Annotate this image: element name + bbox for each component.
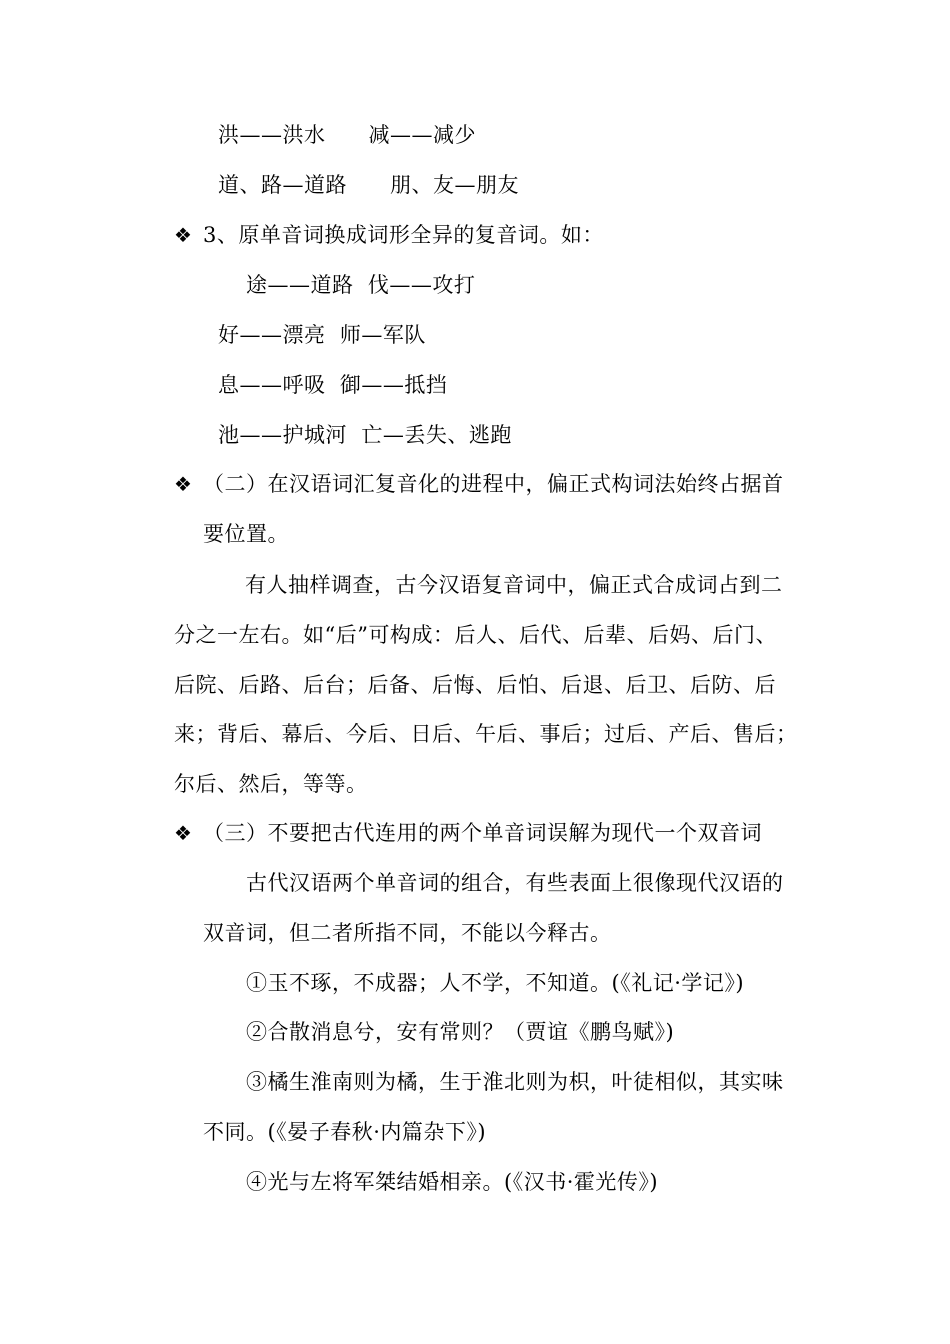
bullet-icon: ❖ xyxy=(174,821,192,845)
paragraph-line-6: 古代汉语两个单音词的组合，有些表面上很像现代汉语的 xyxy=(246,871,784,895)
bullet-icon: ❖ xyxy=(174,223,192,247)
section-heading-2-cont: 要位置。 xyxy=(203,522,289,546)
example-1: ①玉不琢，不成器；人不学，不知道。(《礼记·学记》) xyxy=(246,971,745,995)
text-line-4: 途——道路 伐——攻打 xyxy=(246,273,476,297)
example-3: ③橘生淮南则为橘，生于淮北则为枳，叶徒相似，其实味 xyxy=(246,1070,784,1094)
example-2: ②合散消息兮，安有常则？（贾谊《鹏鸟赋》) xyxy=(246,1020,675,1044)
text-line-7: 池——护城河 亡—丢失、逃跑 xyxy=(218,423,512,447)
paragraph-line-2: 分之一左右。如“后”可构成：后人、后代、后辈、后妈、后门、 xyxy=(174,623,777,647)
text-line-1: 洪——洪水 减——减少 xyxy=(218,123,476,147)
paragraph-line-4: 来；背后、幕后、今后、日后、午后、事后；过后、产后、售后； xyxy=(174,722,798,746)
paragraph-line-1: 有人抽样调查，古今汉语复音词中，偏正式合成词占到二 xyxy=(245,573,783,597)
paragraph-line-5: 尔后、然后，等等。 xyxy=(174,772,368,796)
bullet-icon: ❖ xyxy=(174,472,192,496)
example-4: ④光与左将军桀结婚相亲。(《汉书·霍光传》) xyxy=(246,1170,659,1194)
text-line-3: 3、原单音词换成词形全异的复音词。如： xyxy=(203,223,604,247)
paragraph-line-3: 后院、后路、后台；后备、后悔、后怕、后退、后卫、后防、后 xyxy=(174,673,776,697)
text-line-6: 息——呼吸 御——抵挡 xyxy=(218,373,448,397)
text-line-5: 好——漂亮 师—军队 xyxy=(218,323,426,347)
section-heading-2: （二）在汉语词汇复音化的进程中，偏正式构词法始终占据首 xyxy=(203,472,784,496)
section-heading-3: （三）不要把古代连用的两个单音词误解为现代一个双音词 xyxy=(203,821,762,845)
paragraph-line-7: 双音词，但二者所指不同，不能以今释古。 xyxy=(203,921,612,945)
example-3-cont: 不同。(《晏子春秋·内篇杂下》) xyxy=(203,1120,487,1144)
text-line-2: 道、路—道路 朋、友—朋友 xyxy=(218,173,519,197)
